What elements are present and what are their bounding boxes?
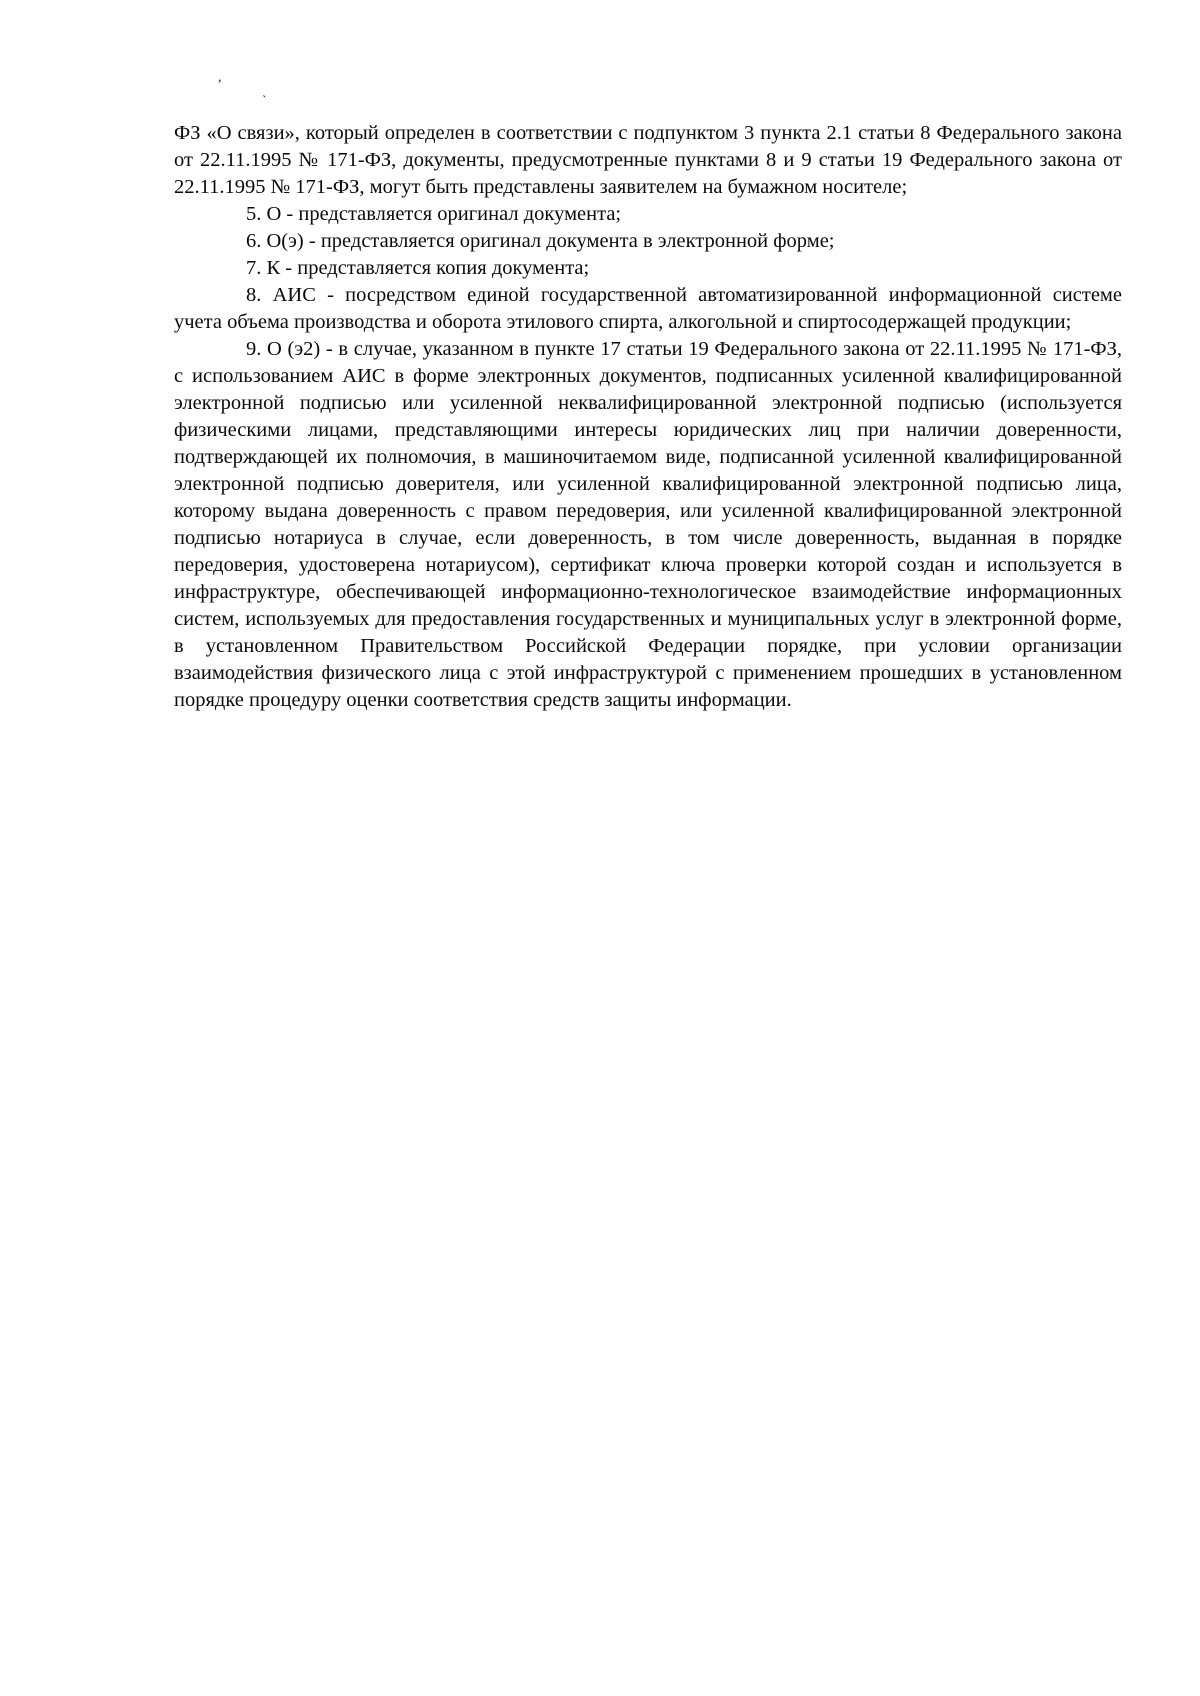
document-body	[174, 120, 1122, 714]
paragraph-continuation: ФЗ «О связи», который определен в соответствии с подпунктом 3 пункта 2.1 статьи 8 Федерального закона от 22.11.1995 № 171-ФЗ, документы, предусмотренные пунктами 8 и 9 статьи 19 Федерального закона от 22.11.1995 № 171-ФЗ, могут быть представлены заявителем на бумажном носителе;	[174, 122, 1122, 198]
paragraph-item-7: 7. К - представляется копия документа;	[246, 257, 590, 279]
paragraph-item-9: 9. О (э2) - в случае, указанном в пункте 17 статьи 19 Федерального закона от 22.11.1995 № 171-ФЗ, с использованием АИС в форме электронных документов, подписанных усиленной квалифицированной электронной подписью или усиленной неквалифицированной электронной подписью (используется физическими лицами, представляющими интересы юридических лиц при наличии доверенности, подтверждающей их полномочия, в машиночитаемом виде, подписанной усиленной квалифицированной электронной подписью доверителя, или усиленной квалифицированной электронной подписью лица, которому выдана доверенность с правом передоверия, или усиленной квалифицированной электронной подписью нотариуса в случае, если доверенность, в том числе доверенность, выданная в порядке передоверия, удостоверена нотариусом), сертификат ключа проверки которой создан и используется в инфраструктуре, обеспечивающей информационно-технологическое взаимодействие информационных систем, используемых для предоставления государственных и муниципальных услуг в электронной форме, в установленном Правительством Российской Федерации порядке, при условии организации взаимодействия физического лица с этой инфраструктурой с применением прошедших в установленном порядке процедуру оценки соответствия средств защиты информации.	[174, 338, 1122, 711]
paragraph-item-8: 8. АИС - посредством единой государственной автоматизированной информационной системе учета объема производства и оборота этилового спирта, алкогольной и спиртосодержащей продукции;	[174, 284, 1122, 333]
scan-mark: ,	[218, 70, 222, 85]
scan-mark: `	[262, 94, 267, 109]
paragraph-item-6: 6. О(э) - представляется оригинал документа в электронной форме;	[246, 230, 835, 252]
paragraph-item-5: 5. О - представляется оригинал документа;	[246, 203, 622, 225]
